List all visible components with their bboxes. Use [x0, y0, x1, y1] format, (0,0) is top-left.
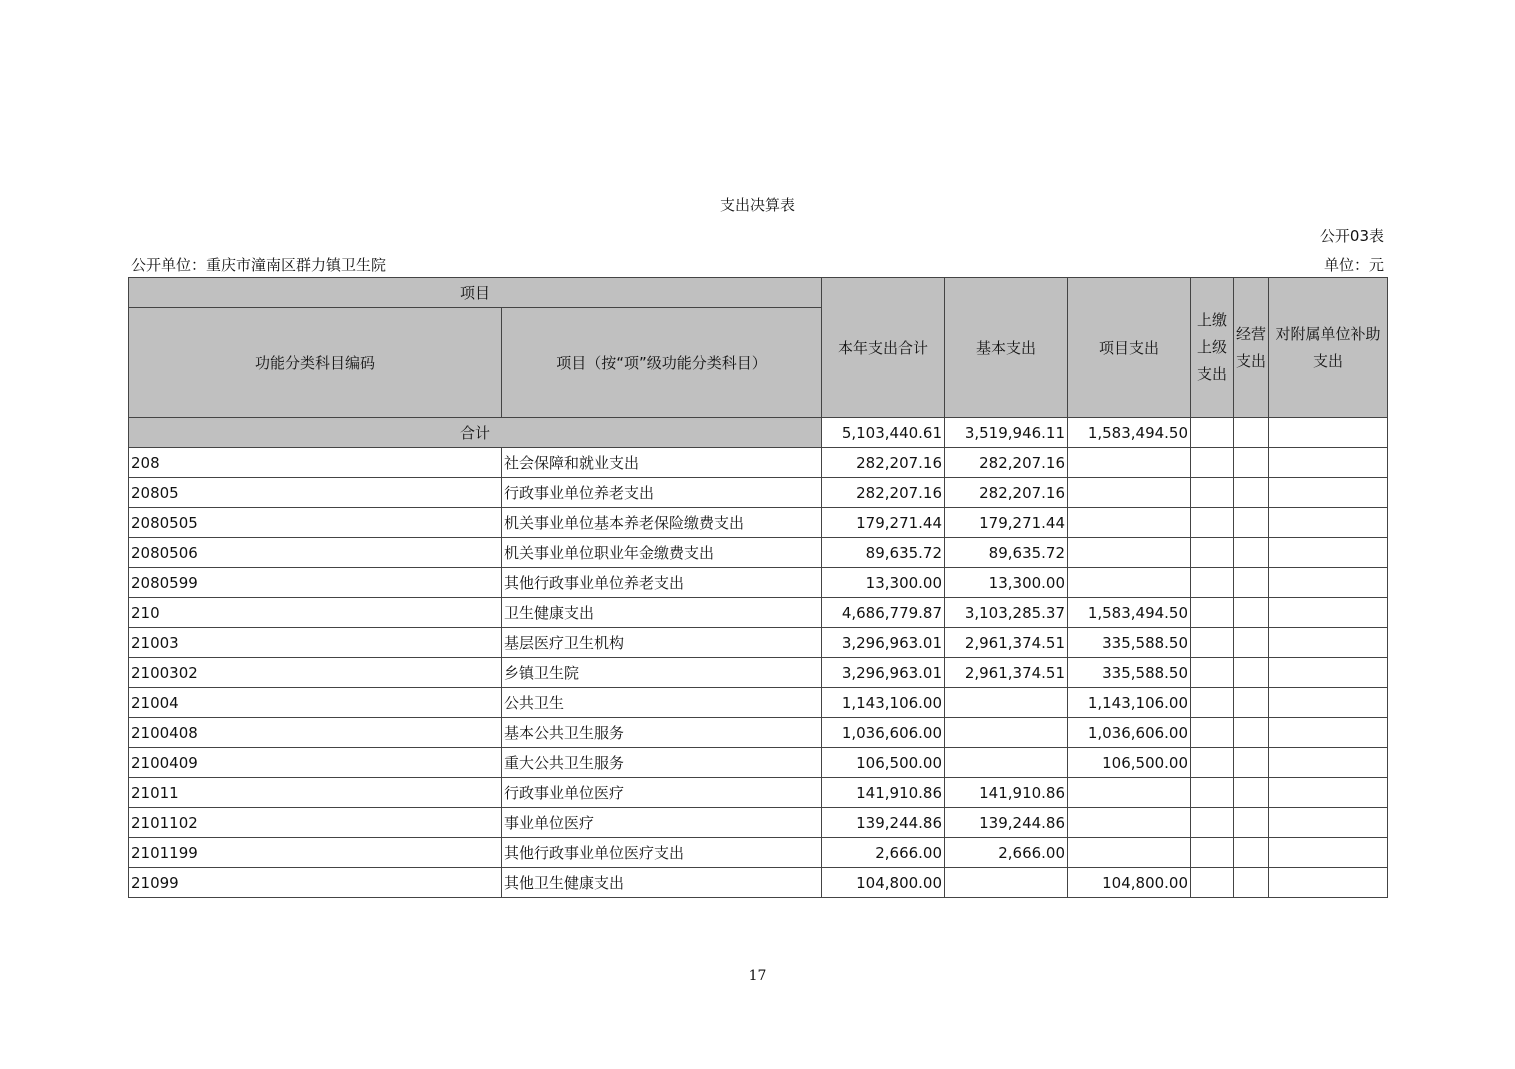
- row-upper: [1191, 808, 1234, 838]
- row-item-name: 其他行政事业单位养老支出: [502, 568, 822, 598]
- row-item-name: 其他卫生健康支出: [502, 868, 822, 898]
- row-code: 2080599: [129, 568, 502, 598]
- row-subsidy: [1269, 778, 1388, 808]
- row-project: 335,588.50: [1068, 628, 1191, 658]
- row-basic: 139,244.86: [945, 808, 1068, 838]
- currency-unit: 单位：元: [1323, 256, 1384, 274]
- row-project: 104,800.00: [1068, 868, 1191, 898]
- row-item-name: 公共卫生: [502, 688, 822, 718]
- row-business: [1234, 508, 1269, 538]
- row-total: 106,500.00: [822, 748, 945, 778]
- row-code: 2080505: [129, 508, 502, 538]
- row-upper: [1191, 838, 1234, 868]
- row-business: [1234, 778, 1269, 808]
- row-item-name: 机关事业单位职业年金缴费支出: [502, 538, 822, 568]
- row-item-name: 基层医疗卫生机构: [502, 628, 822, 658]
- row-upper: [1191, 658, 1234, 688]
- row-upper: [1191, 628, 1234, 658]
- row-upper: [1191, 568, 1234, 598]
- row-basic: [945, 748, 1068, 778]
- row-project: 1,143,106.00: [1068, 688, 1191, 718]
- header-basic: 基本支出: [945, 278, 1068, 418]
- total-label: 合计: [129, 418, 822, 448]
- row-basic: 2,961,374.51: [945, 658, 1068, 688]
- row-project: 106,500.00: [1068, 748, 1191, 778]
- row-code: 2101102: [129, 808, 502, 838]
- row-subsidy: [1269, 448, 1388, 478]
- row-subsidy: [1269, 508, 1388, 538]
- row-basic: 13,300.00: [945, 568, 1068, 598]
- row-code: 2100302: [129, 658, 502, 688]
- row-business: [1234, 568, 1269, 598]
- row-basic: 3,103,285.37: [945, 598, 1068, 628]
- table-row: [129, 718, 1388, 748]
- row-basic: 2,961,374.51: [945, 628, 1068, 658]
- row-total: 3,296,963.01: [822, 658, 945, 688]
- row-code: 2100408: [129, 718, 502, 748]
- row-code: 208: [129, 448, 502, 478]
- row-item-name: 行政事业单位养老支出: [502, 478, 822, 508]
- row-upper: [1191, 868, 1234, 898]
- row-total: 139,244.86: [822, 808, 945, 838]
- row-code: 2101199: [129, 838, 502, 868]
- row-upper: [1191, 508, 1234, 538]
- row-total: 282,207.16: [822, 448, 945, 478]
- table-row: [129, 658, 1388, 688]
- row-code: 21099: [129, 868, 502, 898]
- row-subsidy: [1269, 748, 1388, 778]
- table-row: [129, 628, 1388, 658]
- row-code: 21004: [129, 688, 502, 718]
- row-total: 104,800.00: [822, 868, 945, 898]
- row-business: [1234, 868, 1269, 898]
- table-row: [129, 478, 1388, 508]
- form-number: 公开03表: [1319, 227, 1384, 245]
- row-total: 1,036,606.00: [822, 718, 945, 748]
- header-upper-payment: 上缴上级支出: [1191, 278, 1234, 418]
- row-project: [1068, 808, 1191, 838]
- row-code: 2080506: [129, 538, 502, 568]
- total-sum: 5,103,440.61: [822, 418, 945, 448]
- row-subsidy: [1269, 568, 1388, 598]
- row-total: 4,686,779.87: [822, 598, 945, 628]
- row-code: 2100409: [129, 748, 502, 778]
- row-item-name: 基本公共卫生服务: [502, 718, 822, 748]
- row-basic: [945, 688, 1068, 718]
- row-total: 1,143,106.00: [822, 688, 945, 718]
- row-basic: 141,910.86: [945, 778, 1068, 808]
- row-business: [1234, 598, 1269, 628]
- row-item-name: 机关事业单位基本养老保险缴费支出: [502, 508, 822, 538]
- row-total: 3,296,963.01: [822, 628, 945, 658]
- row-business: [1234, 718, 1269, 748]
- row-project: 1,036,606.00: [1068, 718, 1191, 748]
- row-basic: 2,666.00: [945, 838, 1068, 868]
- row-item-name: 行政事业单位医疗: [502, 778, 822, 808]
- row-business: [1234, 688, 1269, 718]
- total-basic: 3,519,946.11: [945, 418, 1068, 448]
- header-subsidy: 对附属单位补助支出: [1269, 278, 1388, 418]
- row-basic: [945, 718, 1068, 748]
- row-item-name: 重大公共卫生服务: [502, 748, 822, 778]
- table-row: [129, 808, 1388, 838]
- row-total: 89,635.72: [822, 538, 945, 568]
- row-code: 210: [129, 598, 502, 628]
- table-row: [129, 688, 1388, 718]
- row-subsidy: [1269, 868, 1388, 898]
- table-row: [129, 538, 1388, 568]
- row-business: [1234, 808, 1269, 838]
- total-upper: [1191, 418, 1234, 448]
- table-row: [129, 508, 1388, 538]
- row-subsidy: [1269, 598, 1388, 628]
- page-number: 17: [748, 968, 767, 984]
- row-project: [1068, 568, 1191, 598]
- row-business: [1234, 838, 1269, 868]
- row-basic: 179,271.44: [945, 508, 1068, 538]
- row-project: [1068, 508, 1191, 538]
- row-basic: 282,207.16: [945, 478, 1068, 508]
- row-project: [1068, 448, 1191, 478]
- row-subsidy: [1269, 718, 1388, 748]
- row-project: [1068, 838, 1191, 868]
- row-business: [1234, 538, 1269, 568]
- row-basic: 89,635.72: [945, 538, 1068, 568]
- row-upper: [1191, 748, 1234, 778]
- header-project: 项目: [129, 278, 822, 308]
- table-row: [129, 778, 1388, 808]
- row-subsidy: [1269, 808, 1388, 838]
- row-subsidy: [1269, 538, 1388, 568]
- row-subsidy: [1269, 688, 1388, 718]
- row-subsidy: [1269, 838, 1388, 868]
- row-upper: [1191, 478, 1234, 508]
- header-code: 功能分类科目编码: [129, 308, 502, 418]
- table-title: 支出决算表: [719, 196, 795, 214]
- row-project: 1,583,494.50: [1068, 598, 1191, 628]
- row-code: 21011: [129, 778, 502, 808]
- row-item-name: 卫生健康支出: [502, 598, 822, 628]
- row-item-name: 事业单位医疗: [502, 808, 822, 838]
- row-upper: [1191, 718, 1234, 748]
- header-total: 本年支出合计: [822, 278, 945, 418]
- row-upper: [1191, 538, 1234, 568]
- row-item-name: 其他行政事业单位医疗支出: [502, 838, 822, 868]
- row-upper: [1191, 598, 1234, 628]
- table-row: [129, 448, 1388, 478]
- table-row: [129, 868, 1388, 898]
- row-project: [1068, 478, 1191, 508]
- row-upper: [1191, 688, 1234, 718]
- row-item-name: 社会保障和就业支出: [502, 448, 822, 478]
- row-total: 282,207.16: [822, 478, 945, 508]
- total-project: 1,583,494.50: [1068, 418, 1191, 448]
- table-row: [129, 598, 1388, 628]
- row-business: [1234, 658, 1269, 688]
- row-project: 335,588.50: [1068, 658, 1191, 688]
- table-row: [129, 748, 1388, 778]
- row-total: 2,666.00: [822, 838, 945, 868]
- row-business: [1234, 628, 1269, 658]
- header-item: 项目（按“项”级功能分类科目）: [502, 308, 822, 418]
- row-subsidy: [1269, 658, 1388, 688]
- row-subsidy: [1269, 628, 1388, 658]
- header-project-expenditure: 项目支出: [1068, 278, 1191, 418]
- row-total: 141,910.86: [822, 778, 945, 808]
- row-subsidy: [1269, 478, 1388, 508]
- row-upper: [1191, 778, 1234, 808]
- row-upper: [1191, 448, 1234, 478]
- header-business: 经营支出: [1234, 278, 1269, 418]
- total-business: [1234, 418, 1269, 448]
- total-row: [129, 418, 1388, 448]
- row-total: 13,300.00: [822, 568, 945, 598]
- row-project: [1068, 778, 1191, 808]
- total-subsidy: [1269, 418, 1388, 448]
- row-basic: [945, 868, 1068, 898]
- row-total: 179,271.44: [822, 508, 945, 538]
- table-row: [129, 568, 1388, 598]
- row-business: [1234, 478, 1269, 508]
- row-business: [1234, 748, 1269, 778]
- row-business: [1234, 448, 1269, 478]
- row-item-name: 乡镇卫生院: [502, 658, 822, 688]
- row-project: [1068, 538, 1191, 568]
- row-basic: 282,207.16: [945, 448, 1068, 478]
- table-row: [129, 838, 1388, 868]
- reporting-unit: 公开单位：重庆市潼南区群力镇卫生院: [131, 256, 387, 274]
- row-code: 21003: [129, 628, 502, 658]
- expenditure-table: [128, 277, 1388, 898]
- row-code: 20805: [129, 478, 502, 508]
